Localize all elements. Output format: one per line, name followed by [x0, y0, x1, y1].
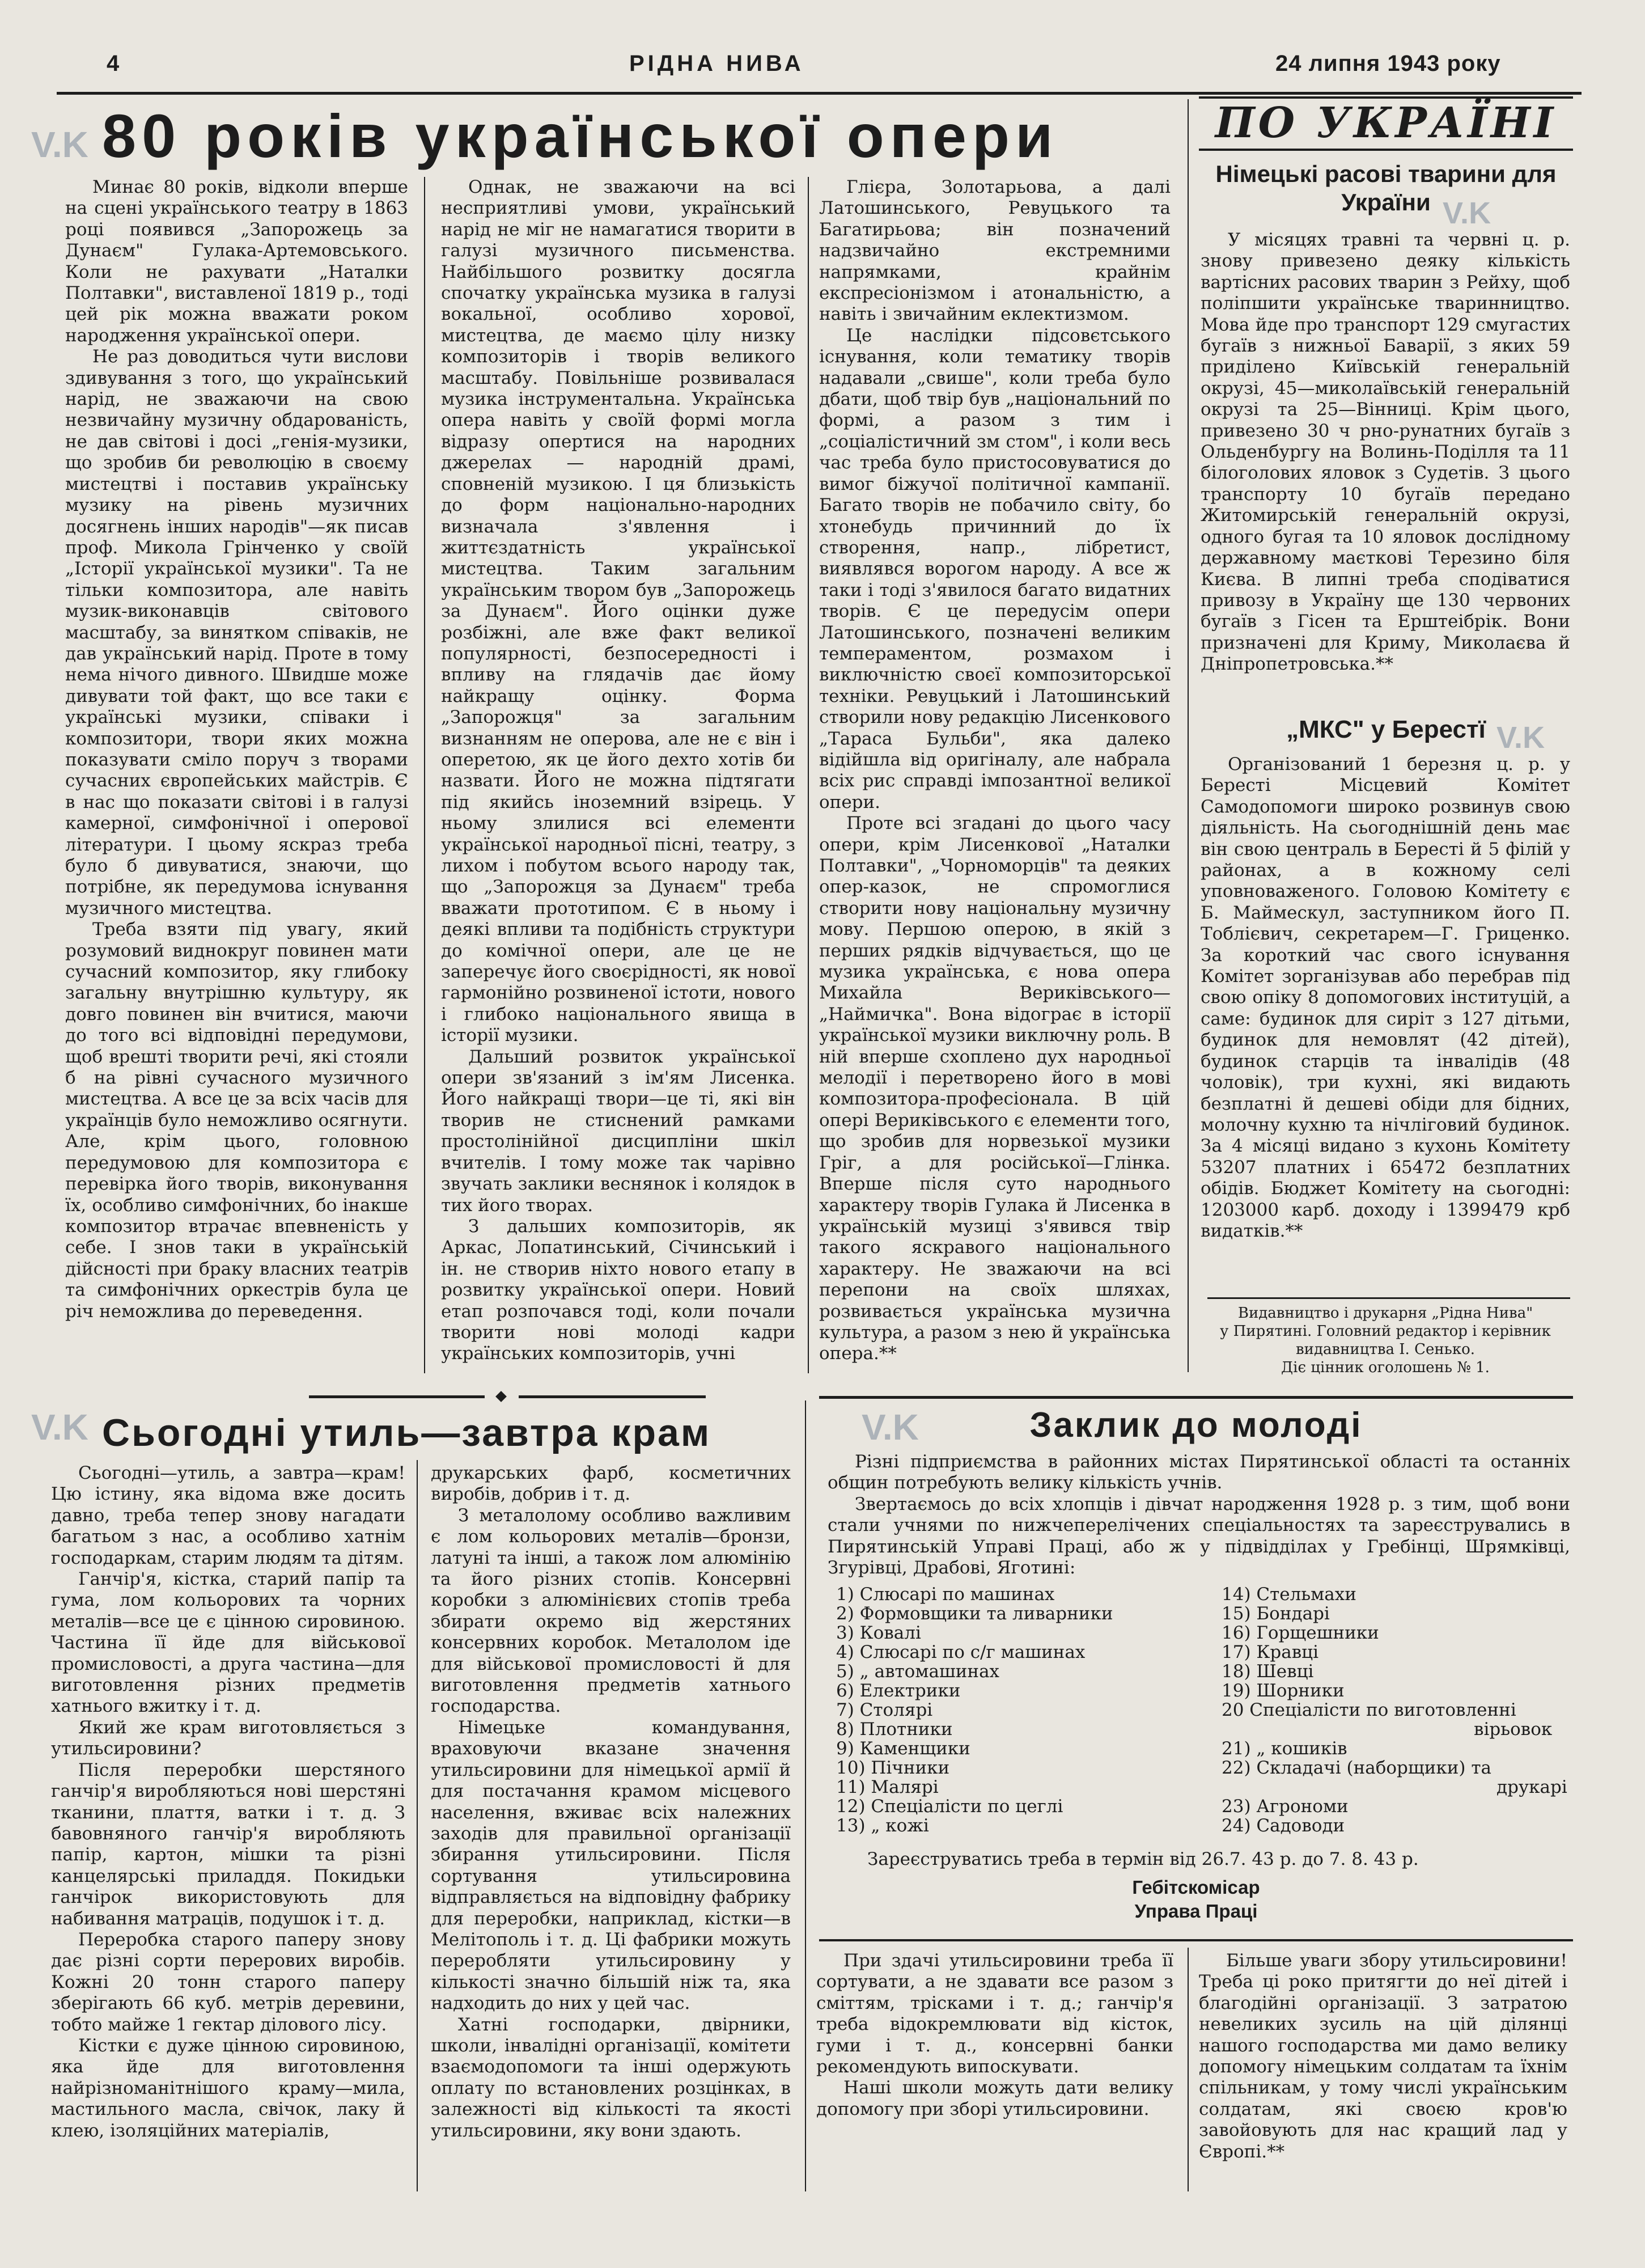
youth-appeal-intro — [828, 1452, 1570, 1579]
list-item: 14) Стельмахи — [1222, 1584, 1356, 1605]
paragraph: Сьогодні—утиль, а завтра—крам! Цю істину, яка відома вже досить давно, треба тепер знову нагадати багатьом з нас, а особливо хатнім господаркам, старим людям та дітям. — [51, 1463, 405, 1568]
list-item: 11) Малярі — [836, 1777, 939, 1797]
paragraph: Різні підприємства в районних містах Пирятинської області та останніх общин потребують велику кількість учнів. — [828, 1452, 1570, 1493]
scrap-col-1 — [51, 1463, 405, 2142]
newspaper-name: РІДНА НИВА — [629, 51, 804, 76]
scrap-col-4 — [1199, 1950, 1567, 2163]
list-item: 12) Спеціалісти по цеглі — [836, 1796, 1063, 1817]
list-item: вірьовок — [1474, 1719, 1553, 1740]
list-item: 21) „ кошиків — [1222, 1738, 1347, 1759]
imprint-rule — [1207, 1297, 1570, 1299]
list-item: 5) „ автомашинах — [836, 1661, 1000, 1682]
list-item: 17) Кравці — [1222, 1642, 1319, 1662]
paragraph: Німецьке командування, враховуючи вказане значення утильсировини для німецької армії й для постачання крамом місцевого населення, вживає всіх належних заходів для правильної організації збирання утильсировини. Після сортування утильсировина відправляється на відповідну фабрику для переробки, наприклад, кістки—в Мелітополь і т. д. Ці фабрики можуть переробляти утильсировину у кількості значно більшій ніж та, яка надходить до них у цей час. — [431, 1717, 791, 2014]
paragraph: Організований 1 березня ц. р. у Бересті Місцевий Комітет Самодопомоги широко розвинув свою діяльність. На сьогоднішній день має він свою централь в Бересті й 5 філій у районах, а в кожному селі уповноваженого. Головою Комітету є Б. Маймескул, заступником його П. Тоблієвич, секретарем—Г. Гриценко. За короткий час свого існування Комітет зорганізував або перебрав під свою опіку 8 допомогових інституцій, а саме: будинок для сиріт з 127 дітьми, будинок для немовлят (42 дітей), будинок старців та інвалідів (48 чоловік), три кухні, які видають безплатні й дешеві обіди для бідних, молочну кухню та нічліговий будинок. За 4 місяці видано з кухонь Комітету 53207 платних і 65472 безплатних обідів. Бюджет Комітету на сьогодні: 1203000 карб. доходу і 1399479 крб видатків.** — [1201, 754, 1570, 1241]
paragraph: друкарських фарб, косметичних виробів, добрив і т. д. — [431, 1463, 791, 1505]
signature-gebietskommissar: Гебітскомісар — [1132, 1877, 1260, 1898]
list-item: 15) Бондарі — [1222, 1603, 1330, 1624]
opera-col-3 — [819, 177, 1171, 1365]
opera-col-2 — [441, 177, 795, 1365]
column-divider — [1188, 99, 1189, 1372]
ukraine-section-heading: ПО УКРАЇНІ — [1215, 99, 1557, 147]
list-item: 23) Агрономи — [1222, 1796, 1349, 1817]
imprint-line: Видавництво і друкарня „Рідна Нива" — [1237, 1305, 1533, 1322]
list-item: 6) Електрики — [836, 1681, 961, 1701]
paragraph: Глієра, Золотарьова, а далі Латошинського, Ревуцького та Багатирьова; він позначений надзвичайно екстремними напрямками, крайнім експресіонізмом і атональністю, а навіть і звичайним еклектизмом. — [819, 177, 1171, 325]
column-divider — [417, 1460, 418, 2191]
issue-date: 24 липня 1943 року — [1275, 51, 1501, 76]
animals-article-title: Німецькі расові тварини для України — [1215, 160, 1557, 215]
column-divider — [424, 177, 425, 1373]
paragraph: Минає 80 років, відколи вперше на сцені українського театру в 1863 році появився „Запорожець за Дунаєм" Гулака-Артемовського. Коли не рахувати „Наталки Полтавки", виставленої 1819 р., тоді цей рік можна вважати роком народження української опери. — [65, 177, 408, 346]
paragraph: З металолому особливо важливим є лом кольорових металів—бронзи, латуні та інші, а також лом алюмінію та його різних стопів. Консервні коробки з алюмінієвих стопів треба збирати окремо від жерстяних консервних коробок. Металолом іде для військової промисловості й для виготовлення предметів хатнього господарства. — [431, 1505, 791, 1717]
section-rule — [1199, 149, 1573, 151]
publisher-imprint — [1201, 1304, 1570, 1377]
paragraph: Переробка старого паперу знову дає різні сорти перерових виробів. Кожні 20 тонн старого паперу зберігають 66 куб. метрів деревини, тобто майже 1 гектар ділового лісу. — [51, 1929, 405, 2035]
handwritten-mark: V.K — [862, 1407, 919, 1448]
paragraph: Більше уваги збору утильсировини! Треба ці роко притягти до неї дітей і благодійні організації. З затратою невеликих зусиль на цій ділянці нашого господарства ми дамо велику допомогу німецьким солдатам та їхнім спільникам, у тому числі українським солдатам, які своєю кров'ю завойовують для нас кращий лад у Європі.** — [1199, 1950, 1567, 2162]
list-item: 20 Спеціалісти по виготовленні — [1222, 1700, 1516, 1720]
mks-article-title: „МКС" у Берестї — [1286, 716, 1486, 743]
mks-article-text — [1201, 754, 1570, 1242]
list-item: 1) Слюсарі по машинах — [836, 1584, 1055, 1605]
scrap-col-3 — [816, 1950, 1173, 2120]
opera-article-title: 80 років української опери — [102, 101, 1059, 170]
page-number: 4 — [107, 51, 123, 76]
paragraph: Проте всі згадані до цього часу опери, крім Лисенкової „Наталки Полтавки", „Чорноморців" та деяких опер-казок, не спромоглися створити нову національну музичну мову. Першою оперою, в якій з перших рядків відчувається, що це музика українська, є нова опера Михайла Вериківського—„Наймичка". Вона відограє в історії української музики виключну роль. В ній вперше схоплено дух народньої мелодії і перетворено його в мові композитора-професіонала. В цій опері Вериківського є елементи того, що зробив для норвезької музики Гріг, а для російської—Глінка. Вперше після суто народнього характеру творів Гулака й Лисенка в українській музиці з'явився твір такого яскравого національного характеру. Не зважаючи на всі перепони на своїх шляхах, розвивається українська музична культура, а разом з нею й українська опера.** — [819, 813, 1171, 1364]
ornament-divider — [309, 1390, 706, 1402]
list-item: 24) Садоводи — [1222, 1816, 1345, 1836]
paragraph: Хатні господарки, двірники, школи, інвалідні організації, комітети взаємодопомоги та інші одержують оплату по встановлених розцінках, в залежності від кількості та якості утильсировини, яку вони здають. — [431, 2014, 791, 2141]
list-item: 4) Слюсарі по с/г машинах — [836, 1642, 1086, 1662]
imprint-line: у Пирятині. Головний редактор і керівник видавництва І. Сенько. — [1220, 1323, 1551, 1358]
paragraph: Звертаємось до всіх хлопців і дівчат народження 1928 р. з тим, щоб вони стали учнями по нижчеперелічених спеціальностях та зареєструвались в Пирятинській Управі Праці, або ж у підвідділах у Гребінці, Шрямківці, Згурівці, Драбові, Яготині: — [828, 1493, 1570, 1579]
scrap-col-2 — [431, 1463, 791, 2142]
imprint-line: Діє цінник оголошень № 1. — [1281, 1359, 1490, 1376]
list-item: 19) Шорники — [1222, 1681, 1345, 1701]
paragraph: У місяцях травні та червні ц. р. знову привезено деяку кількість вартісних расових тварин з Рейху, щоб поліпшити українське тваринництво. Мова йде про транспорт 129 смугастих бугаїв з нижньої Баварії, з яких 59 приділено Київській генеральній окрузі, 45—миколаївській генеральній окрузі та 25—Вінниці. Крім цього, привезено 30 ч рно-рунатних бугаїв з Ольденбургу на Волинь-Поділля та 11 білоголових яловок з Судетів. З цього транспорту 10 бугаїв передано Житомирській генеральній окрузі, одного бугая та 10 яловок дослідному державному маєткові Терезино біля Києва. В липні треба сподіватися привозу в Україну ще 130 червоних бугаїв з Гісен та Ерштеібрік. Вони призначені для Криму, Миколаєва й Дніпропетровська.** — [1201, 230, 1570, 675]
signature-labor-office: Управа Праці — [1134, 1901, 1258, 1922]
list-item: 9) Каменщики — [836, 1738, 970, 1759]
list-item: 13) „ кожі — [836, 1816, 929, 1836]
paragraph: Після переробки шерстяного ганчір'я виробляються нові шерстяні тканини, плаття, ватки і т. д. З бавовняного ганчір'я виробляють папір, картон, мішки та різні канцелярські приладдя. Покидьки ганчірок використовують для набивання матраців, подушок і т. д. — [51, 1759, 405, 1929]
list-item: 16) Горщешники — [1222, 1623, 1379, 1643]
paragraph: Дальший розвиток української опери зв'язаний з ім'ям Лисенка. Його найкращі твори—це ті, які він творив не стиснений рамками простолінійної дисципліни шкіл вчителів. І тому може так чарівно звучать заклики веснянок і колядок в тих його творах. — [441, 1046, 795, 1216]
section-rule — [819, 1396, 1573, 1399]
opera-col-1 — [65, 177, 408, 1322]
list-item: друкарі — [1496, 1777, 1567, 1797]
youth-appeal-title: Заклик до молоді — [1029, 1406, 1363, 1445]
list-item: 7) Столярі — [836, 1700, 933, 1720]
list-item: 2) Формовщики та ливарники — [836, 1603, 1113, 1624]
paragraph: Який же крам виготовляється з утильсировини? — [51, 1717, 405, 1759]
paragraph: Кістки є дуже цінною сировиною, яка йде для виготовлення найрізноманітнішого краму—мила, мастильного масла, свічок, лаку й клею, ізоляційних матеріалів, — [51, 2035, 405, 2141]
paragraph: З дальших композиторів, як Аркас, Лопатинський, Січинський і ін. не створив ніхто нового етапу в розвитку української опери. Новий етап розпочався тоді, коли почали творити нові молоді кадри українських композиторів, учні — [441, 1216, 795, 1364]
handwritten-mark: V.K — [1443, 196, 1491, 230]
handwritten-mark: V.K — [31, 124, 88, 165]
paragraph: Не раз доводиться чути вислови здивування з того, що український нарід, не зважаючи на свою незвичайну музичну обдарованість, не дав світові і досі „генія-музики, що зробив би революцію в своєму мистецтві і поставив українську музику на рівень музичних досягнень інших народів"—як писав проф. Микола Грінченко у своїй „Історії української музики". Та не тільки композитора, але навіть музик-виконавців світового масштабу, за винятком співаків, не дав український нарід. Проте в тому нема нічого дивного. Швидше може дивувати той факт, що все таки є українські музики, співаки і композитори, твори яких можна показувати сміло поруч з творами сучасних європейських майстрів. Є в нас що показати світові і в галузі камерної, симфонічної і оперової літератури. І цьому яскраз треба було б дивуватися, знаючи, що потрібне, як передумова існування музичного мистецтва. — [65, 346, 408, 919]
paragraph: Однак, не зважаючи на всі несприятливі умови, український нарід не міг не намагатися творити в галузі музичного письменства. Найбільшого розвитку досягла спочатку українська музика в галузі вокальної, особливо хорової, мистецтва, де маємо цілу низку композиторів і творів великого масштабу. Повільніше розвивалася музика інструментальна. Українська опера навіть у своїй формі могла відразу опертися на народних джерелах — народній драмі, сповненій музикою. І ця близькість до форм національно-народних визначала з'явлення і життєздатність української мистецтва. Таким загальним українським твором був „Запорожець за Дунаєм". Його оцінки дуже розбіжні, але вже факт великої популярності, безпосередності і впливу на глядачів дає йому найкращу оцінку. Форма „Запорожця" за загальним визнанням не оперова, але не є він і оперетою, як це його дехто хотів би назвати. Його не можна підтягати під якийсь іноземний взірець. У ньому злилися всі елементи української народньої пісні, театру, з лихом і побутом всього народу так, що „Запорожця за Дунаєм" треба вважати прототипом. Є в ньому і деякі впливи та подібність структури до комічної опери, але це не заперечує його своєрідності, як нової гармонійно розвиненої істоти, нового і глибоко національного явища в історії музики. — [441, 177, 795, 1046]
paragraph: Ганчір'я, кістка, старий папір та гума, лом кольорових та чорних металів—все це є цінною сировиною. Частина її йде для військової промисловості, а друга частина—для виготовлення різних предметів хатнього вжитку і т. д. — [51, 1569, 405, 1717]
animals-article-text — [1201, 230, 1570, 675]
column-divider — [1188, 1948, 1189, 2191]
list-item: 8) Плотники — [836, 1719, 953, 1740]
list-item: 22) Складачі (наборщики) та — [1222, 1758, 1492, 1778]
section-rule — [819, 1939, 1573, 1941]
paragraph: Наші школи можуть дати велику допомогу при зборі утильсировини. — [816, 2077, 1173, 2119]
handwritten-mark: V.K — [1496, 721, 1545, 755]
list-item: 18) Шевці — [1222, 1661, 1314, 1682]
list-item: 10) Пічники — [836, 1758, 950, 1778]
paragraph: Це наслідки підсовєтського існування, коли тематику творів надавали „свише", коли треба було дбати, щоб твір був „національний по формі, а разом з тим і „соціалістичний зм стом", і коли весь час треба було пристосовуватися до вимог біжучої політичної кампанії. Багато творів не побачило світу, бо хтонебудь причинний до їх створення, напр., лібретист, виявлявся ворогом народу. А все ж таки і тоді з'явилося багато видатних творів. Є це передусім опери Латошинського, позначені великим темпераментом, розмахом і виключністю своєї композиторської техніки. Ревуцький і Латошинський створили нову редакцію Лисенкового „Тараса Бульби", яка далеко відійшла від оригіналу, але набрала всіх рис справді імпозантної великої опери. — [819, 325, 1171, 813]
scrap-article-title: Сьогодні утиль—завтра крам — [102, 1411, 711, 1454]
handwritten-mark: V.K — [31, 1407, 88, 1448]
paragraph: Треба взяти під увагу, який розумовий виднокруг повинен мати сучасний композитор, яку глибоку загальну внутрішню культуру, як довго повинен він вчитися, маючи до того всі відповідні передумови, щоб врешті творити речі, які стояли б на рівні сучасного музичного мистецтва. А все це за всіх часів для українців було неможливо осягнути. Але, крім цього, головною передумовою для композитора є перевірка його творів, виконування їх, особливо симфонічних, бо інакше композитор втрачає впевненість у себе. І знов таки в українській дійсності при браку власних театрів та симфонічних оркестрів була це річ неможлива до переведення. — [65, 919, 408, 1322]
list-item: 3) Ковалі — [836, 1623, 921, 1643]
registration-deadline: Зареєструватись треба в термін від 26.7. 43 р. до 7. 8. 43 р. — [867, 1849, 1419, 1869]
paragraph: При здачі утильсировини треба її сортувати, а не здавати все разом з сміттям, трісками і т. д.; ганчір'я треба відокремлювати від кісток, гуми і т. д., консервні банки рекомендують випоскувати. — [816, 1950, 1173, 2077]
column-divider — [805, 1400, 806, 2191]
column-divider — [808, 177, 809, 1373]
header-rule — [57, 92, 1582, 95]
